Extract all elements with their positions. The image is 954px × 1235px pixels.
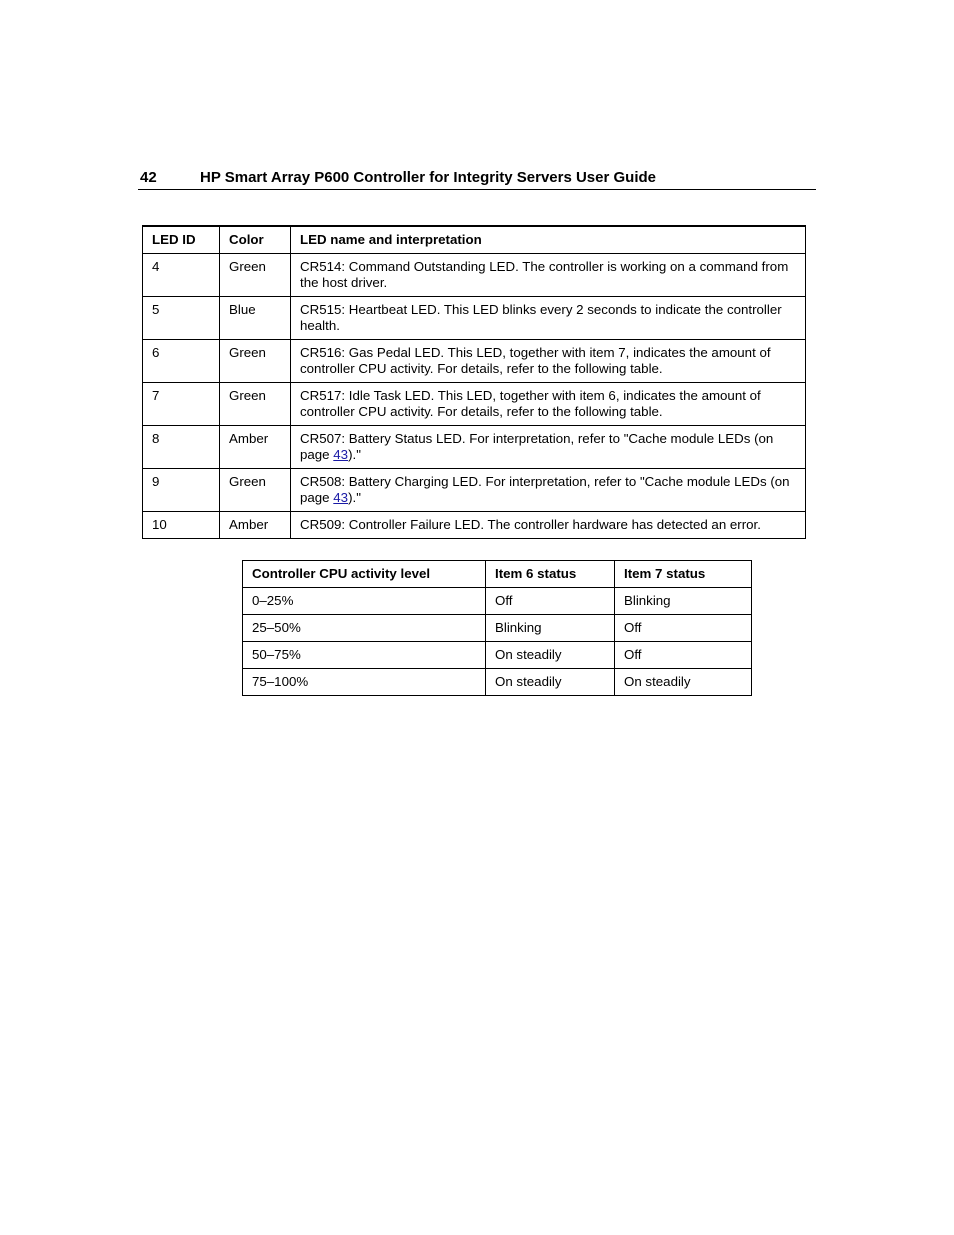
column-header-led-id: LED ID (143, 226, 220, 254)
item6-status-cell: On steadily (486, 642, 615, 669)
column-header-item7: Item 7 status (615, 561, 752, 588)
column-header-led-name: LED name and interpretation (291, 226, 806, 254)
item7-status-cell: Off (615, 615, 752, 642)
led-description-cell (291, 426, 806, 469)
led-id-cell: 6 (143, 340, 220, 383)
column-header-cpu-level: Controller CPU activity level (243, 561, 486, 588)
description-text: )." (348, 447, 361, 462)
cpu-activity-table (242, 560, 752, 696)
item6-status-cell: Blinking (486, 615, 615, 642)
table-header-row (143, 226, 806, 254)
page-link[interactable]: 43 (333, 490, 349, 505)
page-header (138, 167, 816, 190)
led-color-cell: Amber (220, 426, 291, 469)
led-description-cell: CR517: Idle Task LED. This LED, together with item 6, indicates the amount of controller CPU activity. For details, refer to the following table. (291, 383, 806, 426)
led-description-cell: CR514: Command Outstanding LED. The controller is working on a command from the host driver. (291, 254, 806, 297)
item6-status-cell: On steadily (486, 669, 615, 696)
led-color-cell: Green (220, 254, 291, 297)
table-row (143, 469, 806, 512)
table-row (143, 383, 806, 426)
page-link[interactable]: 43 (333, 447, 349, 462)
table-row (243, 642, 752, 669)
led-id-cell: 10 (143, 512, 220, 539)
description-text: CR507: Battery Status LED. For interpretation, refer to "Cache module LEDs (on page (300, 431, 774, 462)
led-id-cell: 8 (143, 426, 220, 469)
led-description-cell (291, 469, 806, 512)
led-color-cell: Amber (220, 512, 291, 539)
description-text: )." (348, 490, 361, 505)
cpu-level-cell: 50–75% (243, 642, 486, 669)
item7-status-cell: Off (615, 642, 752, 669)
table-row (143, 297, 806, 340)
cpu-level-cell: 75–100% (243, 669, 486, 696)
led-color-cell: Green (220, 340, 291, 383)
led-id-cell: 9 (143, 469, 220, 512)
led-color-cell: Green (220, 383, 291, 426)
led-description-cell: CR509: Controller Failure LED. The controller hardware has detected an error. (291, 512, 806, 539)
item6-status-cell: Off (486, 588, 615, 615)
table-row (243, 588, 752, 615)
column-header-color: Color (220, 226, 291, 254)
table-row (243, 615, 752, 642)
table-row (143, 426, 806, 469)
led-color-cell: Green (220, 469, 291, 512)
led-table (142, 225, 806, 539)
table-row (143, 254, 806, 297)
led-id-cell: 5 (143, 297, 220, 340)
table-row (143, 340, 806, 383)
cpu-level-cell: 0–25% (243, 588, 486, 615)
page-number: 42 (140, 169, 157, 186)
table-row (243, 669, 752, 696)
table-row (143, 512, 806, 539)
item7-status-cell: Blinking (615, 588, 752, 615)
led-id-cell: 4 (143, 254, 220, 297)
item7-status-cell: On steadily (615, 669, 752, 696)
description-text: CR508: Battery Charging LED. For interpretation, refer to "Cache module LEDs (on page (300, 474, 790, 505)
led-description-cell: CR515: Heartbeat LED. This LED blinks every 2 seconds to indicate the controller health. (291, 297, 806, 340)
led-color-cell: Blue (220, 297, 291, 340)
document-title: HP Smart Array P600 Controller for Integrity Servers User Guide (200, 169, 656, 186)
led-id-cell: 7 (143, 383, 220, 426)
led-description-cell: CR516: Gas Pedal LED. This LED, together with item 7, indicates the amount of controller CPU activity. For details, refer to the following table. (291, 340, 806, 383)
table-header-row (243, 561, 752, 588)
cpu-level-cell: 25–50% (243, 615, 486, 642)
column-header-item6: Item 6 status (486, 561, 615, 588)
